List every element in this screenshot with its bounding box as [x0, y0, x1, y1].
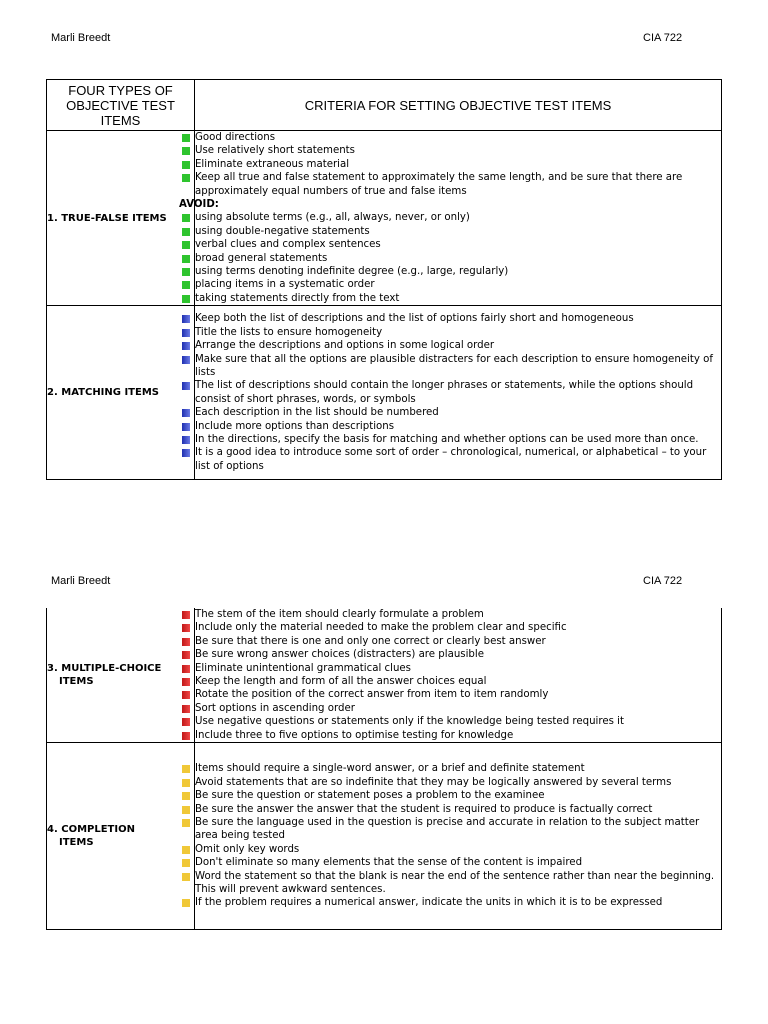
square-bullet-icon: [182, 214, 190, 222]
square-bullet-icon: [182, 678, 190, 686]
square-bullet-icon: [182, 611, 190, 619]
list-item: [195, 870, 721, 897]
list-item-text: using absolute terms (e.g., all, always, never, or only): [195, 212, 470, 224]
list-item-text: Be sure the language used in the question is precise and accurate in relation to the subject matter area being tested: [195, 816, 700, 842]
type-matching: 2. MATCHING ITEMS: [47, 306, 195, 480]
square-bullet-icon: [182, 806, 190, 814]
list-item: [195, 238, 721, 251]
square-bullet-icon: [182, 409, 190, 417]
list-item: [195, 278, 721, 291]
list-item-text: Keep all true and false statement to approximately the same length, and be sure that there are approximately equal numbers of true and false items: [195, 172, 683, 197]
list-item-text: Eliminate unintentional grammatical clues: [195, 662, 411, 674]
list-item-text: Avoid statements that are so indefinite that they may be logically answered by several terms: [195, 776, 672, 788]
list-item-text: Include more options than descriptions: [195, 420, 395, 432]
list-item: [195, 816, 721, 843]
square-bullet-icon: [182, 228, 190, 236]
list-item-text: Items should require a single-word answer, or a brief and definite statement: [195, 763, 585, 775]
square-bullet-icon: [182, 315, 190, 323]
square-bullet-icon: [182, 665, 190, 673]
square-bullet-icon: [182, 819, 190, 827]
list-item: [195, 446, 721, 473]
column-heading-criteria: CRITERIA FOR SETTING OBJECTIVE TEST ITEMS: [195, 80, 722, 131]
list-item-text: Use relatively short statements: [195, 145, 355, 157]
square-bullet-icon: [182, 147, 190, 155]
column-heading-types: FOUR TYPES OF OBJECTIVE TEST ITEMS: [47, 80, 195, 131]
list-item-text: Title the lists to ensure homogeneity: [195, 326, 383, 338]
type-completion: [47, 743, 195, 930]
square-bullet-icon: [182, 356, 190, 364]
list-item: [195, 131, 721, 144]
list-item: [195, 702, 721, 715]
list-item: [195, 433, 721, 446]
square-bullet-icon: [182, 638, 190, 646]
list-item-text: Be sure that there is one and only one correct or clearly best answer: [195, 635, 546, 647]
square-bullet-icon: [182, 329, 190, 337]
table-header-row: [47, 80, 722, 131]
list-item-text: Each description in the list should be numbered: [195, 407, 439, 419]
square-bullet-icon: [182, 873, 190, 881]
square-bullet-icon: [182, 651, 190, 659]
list-item-text: Keep both the list of descriptions and the list of options fairly short and homogeneous: [195, 313, 634, 325]
list-item-text: It is a good idea to introduce some sort of order – chronological, numerical, or alphabetical – to your list of options: [195, 447, 707, 472]
square-bullet-icon: [182, 342, 190, 350]
type-completion-line2: ITEMS: [59, 837, 94, 849]
type-multiple-choice-line1: 3. MULTIPLE-CHOICE: [47, 663, 162, 675]
list-item: [195, 379, 721, 406]
list-item: [195, 211, 721, 224]
list-item-text: Be sure the answer the answer that the student is required to produce is factually correct: [195, 803, 653, 815]
list-item-text: Make sure that all the options are plausible distracters for each description to ensure homogeneity of lists: [195, 353, 713, 378]
square-bullet-icon: [182, 705, 190, 713]
list-item-text: Don't eliminate so many elements that the sense of the content is impaired: [195, 857, 583, 869]
list-item: [195, 252, 721, 265]
list-item-text: verbal clues and complex sentences: [195, 239, 381, 251]
list-item: [195, 608, 721, 621]
list-item-text: using terms denoting indefinite degree (e.g., large, regularly): [195, 266, 509, 278]
square-bullet-icon: [182, 846, 190, 854]
list-item-text: Be sure wrong answer choices (distracters) are plausible: [195, 649, 484, 661]
square-bullet-icon: [182, 161, 190, 169]
square-bullet-icon: [182, 899, 190, 907]
list-item: [195, 265, 721, 278]
square-bullet-icon: [182, 732, 190, 740]
list-item-text: Include only the material needed to make the problem clear and specific: [195, 622, 567, 634]
criteria-multiple-choice: [195, 608, 722, 743]
list-item-text: If the problem requires a numerical answer, indicate the units in which it is to be expressed: [195, 897, 663, 909]
square-bullet-icon: [182, 718, 190, 726]
list-item-text: Rotate the position of the correct answer from item to item randomly: [195, 689, 549, 701]
criteria-completion: [195, 743, 722, 930]
square-bullet-icon: [182, 174, 190, 182]
type-multiple-choice: [47, 608, 195, 743]
list-item-text: placing items in a systematic order: [195, 279, 375, 291]
list-item: [195, 621, 721, 634]
list-item: [195, 688, 721, 701]
square-bullet-icon: [182, 691, 190, 699]
page2-author: Marli Breedt: [51, 575, 111, 587]
list-item: [195, 843, 721, 856]
list-item-text: The list of descriptions should contain the longer phrases or statements, while the options should consist of short phrases, words, or symbols: [195, 380, 694, 405]
list-item-text: Omit only key words: [195, 843, 300, 855]
square-bullet-icon: [182, 134, 190, 142]
square-bullet-icon: [182, 423, 190, 431]
list-item-text: Word the statement so that the blank is near the end of the sentence rather than near the beginning. This will prevent awkward sentences.: [195, 870, 715, 895]
criteria-table-page2: [46, 608, 722, 930]
square-bullet-icon: [182, 859, 190, 867]
list-item: [195, 715, 721, 728]
list-item: [195, 420, 721, 433]
list-item: [195, 675, 721, 688]
list-item-text: taking statements directly from the text: [195, 292, 400, 304]
type-true-false: 1. TRUE-FALSE ITEMS: [47, 131, 195, 306]
list-item: [195, 789, 721, 802]
list-item: [195, 353, 721, 380]
list-item: [195, 648, 721, 661]
bullet-list-matching: [195, 312, 721, 473]
list-item-text: Sort options in ascending order: [195, 702, 355, 714]
square-bullet-icon: [182, 436, 190, 444]
square-bullet-icon: [182, 268, 190, 276]
list-item: [195, 406, 721, 419]
page1-course: CIA 722: [643, 32, 683, 44]
list-item-text: The stem of the item should clearly formulate a problem: [195, 609, 484, 620]
list-item: [195, 896, 721, 909]
list-item-text: Be sure the question or statement poses a problem to the examinee: [195, 790, 545, 802]
bullet-list-multiple-choice: [195, 608, 721, 742]
list-item: [195, 803, 721, 816]
square-bullet-icon: [182, 255, 190, 263]
criteria-matching: [195, 306, 722, 480]
list-item: [195, 339, 721, 352]
list-item: [195, 158, 721, 171]
list-item-text: Arrange the descriptions and options in some logical order: [195, 340, 495, 352]
list-item: [195, 292, 721, 305]
criteria-table-page1: [46, 79, 722, 480]
row-multiple-choice: [47, 608, 722, 743]
row-true-false: [47, 131, 722, 306]
list-item: [195, 856, 721, 869]
list-item-text: Use negative questions or statements only if the knowledge being tested requires it: [195, 716, 624, 728]
square-bullet-icon: [182, 624, 190, 632]
square-bullet-icon: [182, 382, 190, 390]
page2-course: CIA 722: [643, 575, 683, 587]
square-bullet-icon: [182, 295, 190, 303]
list-item-text: Eliminate extraneous material: [195, 158, 350, 170]
square-bullet-icon: [182, 281, 190, 289]
type-multiple-choice-line2: ITEMS: [59, 676, 94, 688]
list-item: [195, 326, 721, 339]
bullet-list-avoid: [195, 211, 721, 305]
list-item: [195, 225, 721, 238]
bullet-list-completion: [195, 762, 721, 909]
list-item: [195, 171, 721, 198]
square-bullet-icon: [182, 779, 190, 787]
list-item: [195, 635, 721, 648]
list-item-text: broad general statements: [195, 252, 328, 264]
list-item-text: Keep the length and form of all the answer choices equal: [195, 676, 487, 688]
list-item: [195, 729, 721, 742]
list-item-text: Good directions: [195, 132, 276, 143]
list-item: [195, 762, 721, 775]
square-bullet-icon: [182, 792, 190, 800]
list-item: [195, 776, 721, 789]
type-completion-line1: 4. COMPLETION: [47, 824, 135, 836]
bullet-list-true-false: [195, 131, 721, 198]
list-item-text: Include three to five options to optimise testing for knowledge: [195, 729, 514, 741]
criteria-true-false: [179, 131, 722, 306]
square-bullet-icon: [182, 765, 190, 773]
avoid-label: AVOID:: [179, 199, 219, 211]
list-item: [195, 312, 721, 325]
square-bullet-icon: [182, 449, 190, 457]
list-item-text: In the directions, specify the basis for matching and whether options can be used more than once.: [195, 434, 699, 445]
square-bullet-icon: [182, 241, 190, 249]
row-matching: [47, 306, 722, 480]
list-item: [195, 144, 721, 157]
row-completion: [47, 743, 722, 930]
page1-author: Marli Breedt: [51, 32, 111, 44]
list-item: [195, 662, 721, 675]
list-item-text: using double-negative statements: [195, 225, 370, 237]
